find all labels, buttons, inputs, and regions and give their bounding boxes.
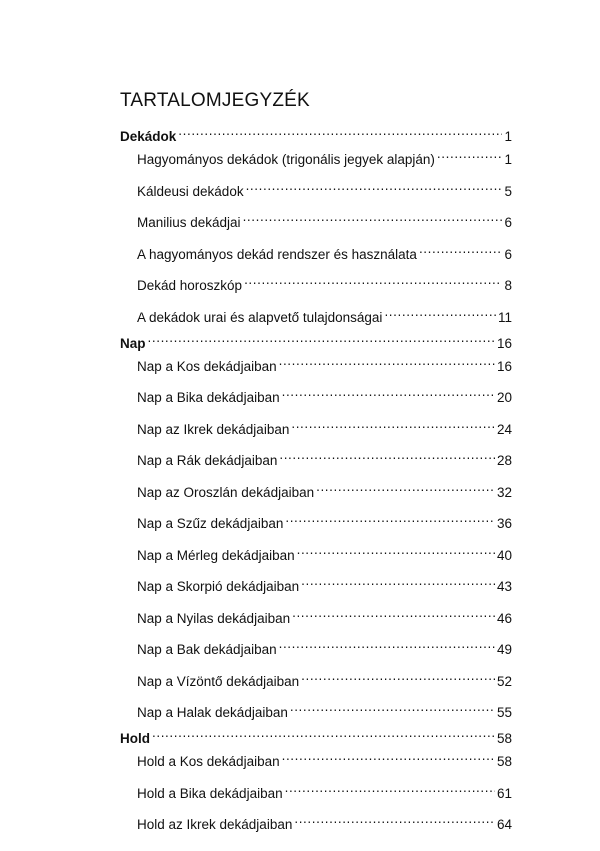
toc-entry[interactable]	[120, 180, 512, 200]
toc-entry-title: Nap a Mérleg dekádjaiban	[137, 547, 295, 563]
toc-entry[interactable]	[120, 512, 512, 532]
toc-entry-title: Nap a Skorpió dekádjaiban	[137, 579, 300, 594]
toc-entry[interactable]	[120, 418, 512, 438]
dot-leader	[291, 418, 495, 434]
toc-entry[interactable]	[120, 701, 512, 721]
toc-entry-title: A dekádok urai és alapvető tulajdonságai	[137, 309, 383, 325]
toc-entry[interactable]	[120, 575, 512, 595]
dot-leader	[290, 701, 495, 717]
toc-entry-page-number: 8	[504, 278, 512, 293]
toc-entry-title: Dekádok	[120, 129, 177, 144]
toc-entry-page-number: 64	[496, 817, 512, 832]
toc-entry-page-number: 6	[504, 246, 512, 262]
toc-entry[interactable]	[120, 813, 512, 833]
toc-entry-page-number: 24	[496, 421, 512, 437]
dot-leader	[243, 211, 503, 227]
toc-entry-page-number: 20	[496, 390, 512, 405]
toc-heading: TARTALOMJEGYZÉK	[120, 90, 310, 111]
toc-entry-title: Dekád horoszkóp	[137, 278, 243, 293]
toc-entry-page-number: 61	[496, 785, 512, 801]
toc-entry[interactable]	[120, 355, 512, 375]
toc-section-entry[interactable]	[120, 727, 512, 747]
toc-entry-title: Káldeusi dekádok	[137, 183, 244, 199]
toc-entry[interactable]	[120, 148, 512, 168]
toc-entry-page-number: 46	[496, 610, 512, 626]
toc-entry-page-number: 52	[496, 673, 512, 689]
toc-section-entry[interactable]	[120, 332, 512, 352]
dot-leader	[279, 449, 495, 465]
toc-entry[interactable]	[120, 211, 512, 231]
dot-leader	[419, 243, 503, 259]
toc-entry-page-number: 43	[496, 579, 512, 594]
toc-entry-title: Hold az Ikrek dekádjaiban	[137, 817, 293, 832]
toc-entry[interactable]	[120, 607, 512, 627]
dot-leader	[316, 481, 495, 497]
dot-leader	[384, 306, 496, 322]
toc-entry-title: A hagyományos dekád rendszer és használata	[137, 246, 417, 262]
toc-section-entry[interactable]	[120, 125, 512, 145]
toc-entry-title: Hold a Bika dekádjaiban	[137, 785, 283, 801]
toc-entry-page-number: 6	[504, 215, 512, 230]
toc-entry-title: Nap az Ikrek dekádjaiban	[137, 421, 290, 437]
toc-entry-page-number: 32	[496, 484, 512, 500]
toc-entry[interactable]	[120, 243, 512, 263]
toc-entry-page-number: 1	[504, 152, 512, 167]
dot-leader	[244, 274, 502, 290]
toc-entry-page-number: 1	[504, 129, 512, 144]
toc-entry-page-number: 58	[496, 754, 512, 769]
toc-entry-title: Nap a Bak dekádjaiban	[137, 642, 277, 657]
dot-leader	[152, 727, 495, 743]
toc-entry-title: Nap a Bika dekádjaiban	[137, 390, 280, 405]
toc-entry[interactable]	[120, 274, 512, 294]
dot-leader	[292, 607, 495, 623]
dot-leader	[178, 125, 502, 141]
toc-entry[interactable]	[120, 449, 512, 469]
dot-leader	[282, 750, 495, 766]
dot-leader	[279, 355, 495, 371]
toc-entry[interactable]	[120, 750, 512, 770]
toc-entry-page-number: 5	[504, 183, 512, 199]
toc-entry[interactable]	[120, 670, 512, 690]
dot-leader	[148, 332, 495, 348]
dot-leader	[294, 813, 495, 829]
toc-entry-page-number: 28	[496, 453, 512, 468]
toc-entry-page-number: 40	[496, 547, 512, 563]
toc-entry-title: Nap a Halak dekádjaiban	[137, 705, 288, 720]
toc-entry-title: Nap a Nyilas dekádjaiban	[137, 610, 291, 626]
toc-entry-page-number: 16	[496, 358, 512, 374]
toc-entry-title: Nap a Vízöntő dekádjaiban	[137, 673, 300, 689]
toc-entry-page-number: 11	[497, 309, 512, 325]
toc-entry-title: Nap az Oroszlán dekádjaiban	[137, 484, 315, 500]
dot-leader	[246, 180, 503, 196]
dot-leader	[437, 148, 503, 164]
toc-entry-title: Hold a Kos dekádjaiban	[137, 754, 280, 769]
dot-leader	[282, 386, 495, 402]
toc-entry-page-number: 49	[496, 642, 512, 657]
dot-leader	[297, 544, 495, 560]
toc-entry[interactable]	[120, 386, 512, 406]
toc-entry[interactable]	[120, 544, 512, 564]
toc-entry-page-number: 58	[496, 731, 512, 746]
toc-entry-title: Nap	[120, 335, 146, 351]
toc-entry-page-number: 36	[496, 516, 512, 531]
toc-entry[interactable]	[120, 638, 512, 658]
toc-entry-title: Manilius dekádjai	[137, 215, 241, 230]
toc-entry-page-number: 16	[496, 335, 512, 351]
toc-entry-title: Hagyományos dekádok (trigonális jegyek alapján)	[137, 152, 435, 167]
toc-entry-title: Nap a Rák dekádjaiban	[137, 453, 278, 468]
dot-leader	[285, 782, 495, 798]
toc-entry-title: Nap a Kos dekádjaiban	[137, 358, 277, 374]
dot-leader	[285, 512, 495, 528]
dot-leader	[301, 670, 495, 686]
toc-entry-title: Hold	[120, 731, 150, 746]
toc-entry[interactable]	[120, 782, 512, 802]
dot-leader	[301, 575, 495, 591]
toc-entry-page-number: 55	[496, 705, 512, 720]
toc-entry[interactable]	[120, 306, 512, 326]
toc-entry-title: Nap a Szűz dekádjaiban	[137, 516, 284, 531]
toc-entry[interactable]	[120, 481, 512, 501]
table-of-contents	[120, 125, 512, 833]
dot-leader	[279, 638, 495, 654]
